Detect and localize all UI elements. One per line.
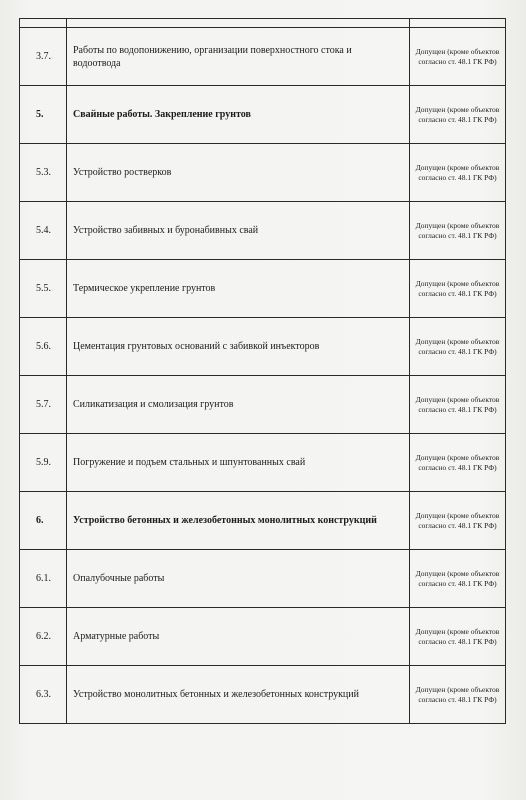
table-row <box>20 376 506 434</box>
permit-status: Допущен (кроме объектов согласно ст. 48.1 ГК РФ) <box>410 86 506 144</box>
table-row <box>20 318 506 376</box>
work-name: Устройство бетонных и железобетонных монолитных конструкций <box>67 492 410 550</box>
table-row <box>20 260 506 318</box>
table-row <box>20 608 506 666</box>
table-row <box>20 550 506 608</box>
work-name: Арматурные работы <box>67 608 410 666</box>
permit-status: Допущен (кроме объектов согласно ст. 48.1 ГК РФ) <box>410 492 506 550</box>
table-header-strip <box>20 19 506 28</box>
work-name: Опалубочные работы <box>67 550 410 608</box>
work-name: Свайные работы. Закрепление грунтов <box>67 86 410 144</box>
row-number: 6. <box>20 492 67 550</box>
permit-status: Допущен (кроме объектов согласно ст. 48.1 ГК РФ) <box>410 666 506 724</box>
permit-status: Допущен (кроме объектов согласно ст. 48.1 ГК РФ) <box>410 550 506 608</box>
row-number: 5.9. <box>20 434 67 492</box>
row-number: 5. <box>20 86 67 144</box>
row-number: 6.1. <box>20 550 67 608</box>
row-number: 3.7. <box>20 28 67 86</box>
permit-status: Допущен (кроме объектов согласно ст. 48.1 ГК РФ) <box>410 28 506 86</box>
work-name: Устройство ростверков <box>67 144 410 202</box>
row-number: 5.4. <box>20 202 67 260</box>
table-row-section <box>20 492 506 550</box>
work-name: Термическое укрепление грунтов <box>67 260 410 318</box>
header-cell-status <box>410 19 506 28</box>
work-name: Погружение и подъем стальных и шпунтованных свай <box>67 434 410 492</box>
work-name: Цементация грунтовых оснований с забивкой инъекторов <box>67 318 410 376</box>
permit-status: Допущен (кроме объектов согласно ст. 48.1 ГК РФ) <box>410 376 506 434</box>
row-number: 6.3. <box>20 666 67 724</box>
work-name: Устройство монолитных бетонных и железобетонных конструкций <box>67 666 410 724</box>
permit-status: Допущен (кроме объектов согласно ст. 48.1 ГК РФ) <box>410 318 506 376</box>
work-name: Работы по водопонижению, организации поверхностного стока и водоотвода <box>67 28 410 86</box>
header-cell-num <box>20 19 67 28</box>
permit-status: Допущен (кроме объектов согласно ст. 48.1 ГК РФ) <box>410 608 506 666</box>
table-row <box>20 666 506 724</box>
row-number: 5.7. <box>20 376 67 434</box>
work-name: Силикатизация и смолизация грунтов <box>67 376 410 434</box>
permit-status: Допущен (кроме объектов согласно ст. 48.1 ГК РФ) <box>410 260 506 318</box>
permit-status: Допущен (кроме объектов согласно ст. 48.1 ГК РФ) <box>410 144 506 202</box>
permits-table <box>19 18 506 724</box>
table-row <box>20 144 506 202</box>
permit-status: Допущен (кроме объектов согласно ст. 48.1 ГК РФ) <box>410 202 506 260</box>
row-number: 5.3. <box>20 144 67 202</box>
work-name: Устройство забивных и буронабивных свай <box>67 202 410 260</box>
permit-status: Допущен (кроме объектов согласно ст. 48.1 ГК РФ) <box>410 434 506 492</box>
row-number: 6.2. <box>20 608 67 666</box>
row-number: 5.5. <box>20 260 67 318</box>
row-number: 5.6. <box>20 318 67 376</box>
table-row <box>20 28 506 86</box>
table-row-section <box>20 86 506 144</box>
table-row <box>20 434 506 492</box>
header-cell-name <box>67 19 410 28</box>
table-row <box>20 202 506 260</box>
